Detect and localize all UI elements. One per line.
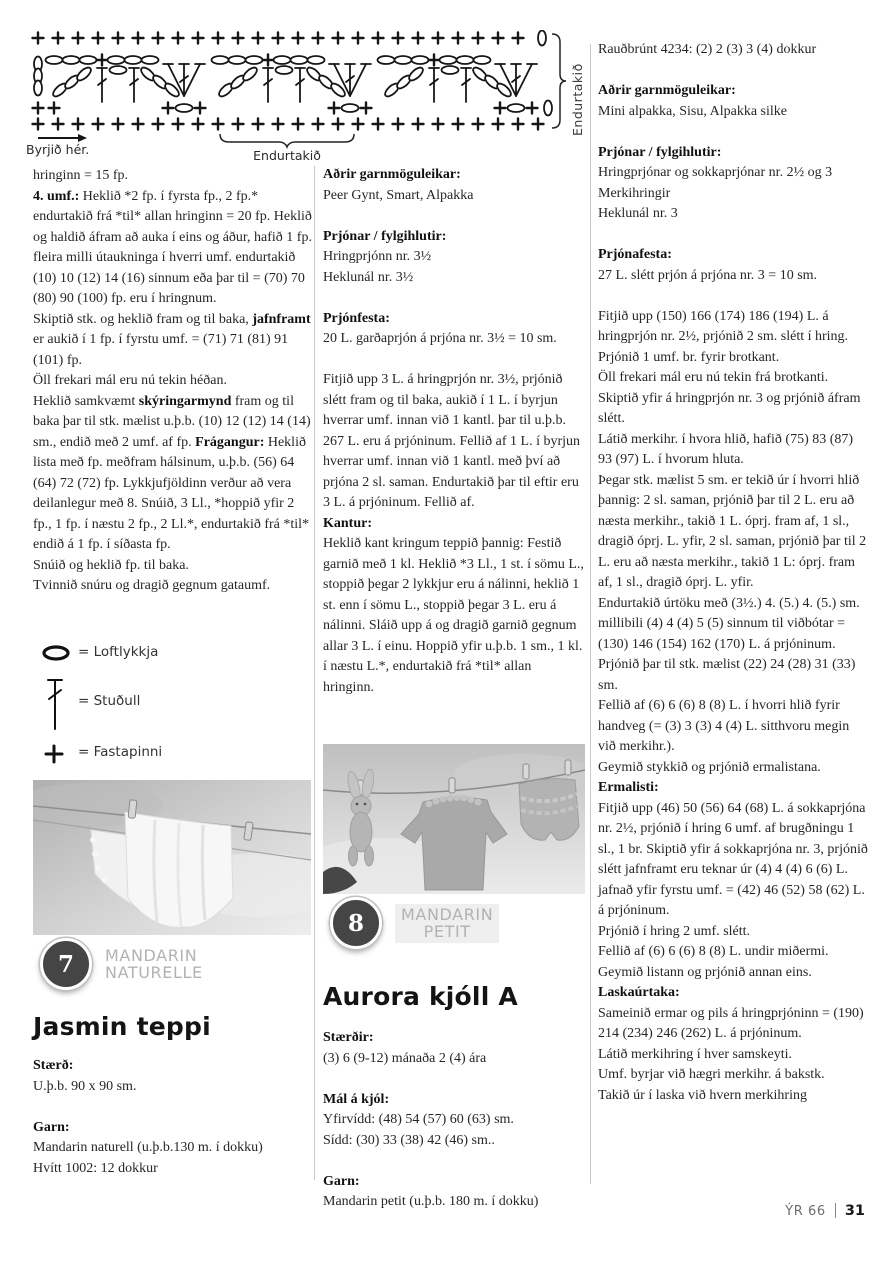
paragraph: Geymið stykkið og prjónið ermalistana. <box>598 759 821 775</box>
paragraph: Heklið kant kringum teppið þannig: Festið garnið með 1 kl. Heklið *3 Ll., 1 st. í sömu L., stoppið þegar 2 lykkjur eru á nálinni, heklið 1 st. enn í sömu L., stoppið þegar 3 L. eru á nálinni. Sláið upp á og dragið garnið gegnum allar 3 L. í einu. Hoppið yfir u.þ.b. 1 sm., 1 kl. í næstu L.*, endurtakið frá *til* allan hringinn. <box>323 536 584 695</box>
paragraph: Fellið af (6) 6 (6) 8 (8) L. undir miðermi. <box>598 944 829 959</box>
paragraph: Aðrir garnmöguleikar: <box>598 83 736 98</box>
chart-repeat-label-right: Endurtakið <box>570 63 585 136</box>
paragraph: 4. umf.: Heklið *2 fp. í fyrsta fp., 2 fp.* endurtakið frá *til* allan hringinn = 20 fp. Heklið og haldið áfram að auka í eins og áður, hafið 1 fp. fleira milli útaukninga í hverri umf. endurtakið (10) 10 (12) 14 (16) sinnum eða þar til = (70) 70 (80) 90 (100) fp. eru í hringnum. <box>33 188 312 306</box>
legend-label-single-crochet: = Fastapinni <box>78 744 163 760</box>
paragraph: 20 L. garðaprjón á prjóna nr. 3½ = 10 sm. <box>323 331 557 346</box>
chart-legend <box>33 640 311 775</box>
paragraph: Mini alpakka, Sisu, Alpakka silke <box>598 103 787 119</box>
magazine-issue-label: ÝR 66 <box>785 1204 826 1219</box>
double-crochet-icon <box>43 676 67 732</box>
paragraph: Rauðbrúnt 4234: (2) 2 (3) 3 (4) dokkur <box>598 42 817 57</box>
page-number: 31 <box>844 1203 865 1219</box>
paragraph: Látið merkihr. í hvora hlið, hafið (75) 83 (87) 93 (97) L. í hvorum hluta. <box>598 431 854 467</box>
photo-aurora-clothesline <box>323 744 585 894</box>
paragraph: hringinn = 15 fp. <box>33 168 128 183</box>
paragraph: Mandarin naturell (u.þ.b.130 m. í dokku) <box>33 1140 263 1155</box>
paragraph: Snúið og heklið fp. til baka. <box>33 557 189 573</box>
paragraph: Prjónar / fylgihlutir: <box>323 228 447 244</box>
page-footer <box>640 1200 865 1219</box>
paragraph: Ermalisti: <box>598 780 659 795</box>
paragraph: Hringprjónar og sokkaprjónar nr. 2½ og 3 <box>598 165 833 180</box>
paragraph: Öll frekari mál eru nú tekin héðan. <box>33 373 227 388</box>
paragraph: Skiptið stk. og heklið fram og til baka, jafnframt er aukið í 1 fp. í fyrstu umf. = (71) 71 (81) 91 (101) fp. <box>33 311 311 368</box>
column-divider-left <box>314 166 315 1180</box>
brand-label: MANDARIN NATURELLE <box>105 945 203 982</box>
middle-column-text <box>323 165 585 698</box>
legend-label-double-crochet: = Stuðull <box>78 693 141 709</box>
paragraph: Geymið listann og prjónið annan eins. <box>598 964 812 980</box>
pattern-title-jasmin: Jasmin teppi <box>33 1012 211 1041</box>
paragraph: Peer Gynt, Smart, Alpakka <box>323 187 474 203</box>
paragraph: Umf. byrjar við hægri merkihr. á bakstk. <box>598 1067 825 1082</box>
repeat-brace-right <box>552 34 566 128</box>
paragraph: Heklunál nr. 3 <box>598 206 678 221</box>
paragraph: Prjónafesta: <box>598 247 672 262</box>
paragraph: Hringprjónn nr. 3½ <box>323 249 432 264</box>
pattern-number-badge: 7 <box>40 938 92 990</box>
paragraph: Stærð: <box>33 1058 74 1073</box>
paragraph: Garn: <box>33 1119 70 1135</box>
aurora-info <box>323 1028 585 1213</box>
paragraph: Fitjið upp 3 L. á hringprjón nr. 3½, prjónið slétt fram og til baka, aukið í 1 L. í byrjun hverrar umf. innan við 1 kantl. þar til u.þ.b. 267 L. eru á prjóninum. Fellið af 1 L. í byrjun hverrar umf. innan við 1 kantl. með því að prjóna 2 sl. saman. Endurtakið þar til eftir eru 3 L. á prjóninum. Fellið af. <box>323 372 581 510</box>
paragraph: Heklunál nr. 3½ <box>323 269 414 285</box>
paragraph: U.þ.b. 90 x 90 sm. <box>33 1078 137 1094</box>
brand-label: MANDARIN PETIT <box>395 904 499 943</box>
legend-label-chain: = Loftlykkja <box>78 644 159 660</box>
single-crochet-icon <box>44 744 64 764</box>
paragraph: Fitjið upp (150) 166 (174) 186 (194) L. á hringprjón nr. 2½, prjónið 2 sm. slétt í hring. Prjónið 1 umf. br. fyrir brotkant. <box>598 308 849 365</box>
paragraph: Stærðir: <box>323 1030 374 1045</box>
chart-motif-row <box>51 65 513 102</box>
paragraph: Mandarin petit (u.þ.b. 180 m. í dokku) <box>323 1194 539 1209</box>
paragraph: Sídd: (30) 33 (38) 42 (46) sm.. <box>323 1132 495 1148</box>
paragraph: Aðrir garnmöguleikar: <box>323 167 461 182</box>
pattern-title-aurora: Aurora kjóll A <box>323 982 518 1011</box>
paragraph: Tvinnið snúru og dragið gegnum gataumf. <box>33 578 271 593</box>
paragraph: Fitjið upp (46) 50 (56) 64 (68) L. á sokkaprjóna nr. 2½, prjónið í hring 6 umf. af brugðningu 1 sl., 1 br. Skiptið yfir á sokkaprjóna nr. 3, prjónið slétt jafnframt eru teknar úr (4) 4 (4) 6 (6) L. jafnað yfir fyrstu umf. = (42) 46 (52) 58 (62) L. á prjóninum. <box>598 800 868 918</box>
paragraph: Prjónið í hring 2 umf. slétt. <box>598 923 751 939</box>
chart-chain-row <box>34 55 537 97</box>
pattern-badge-7 <box>40 938 203 990</box>
start-arrow-icon <box>38 134 87 142</box>
crochet-chart-diagram <box>24 30 576 154</box>
chart-start-label: Byrjið hér. <box>26 142 90 157</box>
left-column-text <box>33 166 313 597</box>
paragraph: Laskaúrtaka: <box>598 985 680 1000</box>
jasmin-info <box>33 1056 313 1179</box>
paragraph: Prjónfesta: <box>323 310 390 326</box>
paragraph: Garn: <box>323 1173 360 1189</box>
paragraph: Skiptið yfir á hringprjón nr. 3 og prjónið áfram slétt. <box>598 390 861 426</box>
crochet-chart <box>24 30 599 165</box>
repeat-brace-bottom <box>220 134 354 147</box>
paragraph: Prjónar / fylgihlutir: <box>598 144 722 160</box>
paragraph: Öll frekari mál eru nú tekin frá brotkanti. <box>598 370 829 385</box>
chain-stitch-icon <box>39 644 73 662</box>
paragraph: Látið merkihring í hver samskeyti. <box>598 1046 793 1062</box>
paragraph: Heklið samkvæmt skýringarmynd fram og til baka þar til stk. mælist u.þ.b. (10) 12 (12) 14 (14) sm., endið með 2 umf. af fp. Frágangur: Heklið lista með fp. meðfram hálsinum, u.þ.b. (56) 64 (64) 72 (72) fp. Lykkjufjöldinn verður að vera deilanlegur með 8. Snúið, 3 Ll., *hoppið yfir 2 fp., 1 fp. í næstu 2 fp., 2 Ll.*, endurtakið frá *til* endið á 1 fp. í síðasta fp. <box>33 393 311 552</box>
footer-divider <box>835 1203 836 1218</box>
paragraph: Hvítt 1002: 12 dokkur <box>33 1160 158 1176</box>
paragraph: 27 L. slétt prjón á prjóna nr. 3 = 10 sm. <box>598 267 818 283</box>
right-column-text <box>598 40 868 1106</box>
paragraph: Takið úr í laska við hvern merkihring <box>598 1087 807 1103</box>
paragraph: Fellið af (6) 6 (6) 8 (8) L. í hvorri hlið fyrir handveg (= (3) 3 (3) 4 (4) L. sitthvoru megin við merkihr.). <box>598 698 850 754</box>
paragraph: Mál á kjól: <box>323 1091 390 1107</box>
chart-repeat-label-bottom: Endurtakið <box>253 148 321 163</box>
chart-base-row <box>33 119 544 130</box>
pattern-badge-8 <box>330 897 499 949</box>
paragraph: Sameinið ermar og pils á hringprjóninn = (190) 214 (234) 246 (262) L. á prjóninum. <box>598 1005 864 1041</box>
photo-jasmin-blanket <box>33 780 311 935</box>
paragraph: Kantur: <box>323 515 372 531</box>
paragraph: (3) 6 (9-12) mánaða 2 (4) ára <box>323 1050 487 1066</box>
pattern-number-badge: 8 <box>330 897 382 949</box>
column-divider-right <box>590 44 591 1184</box>
paragraph: Endurtakið úrtöku með (3½.) 4. (5.) 4. (5.) sm. millibili (4) 4 (4) 5 (5) sinnum til viðbótar = (130) 146 (154) 162 (170) L. á prjóninum. <box>598 595 860 652</box>
paragraph: Þegar stk. mælist 5 sm. er tekið úr í hvorri hlið þannig: 2 sl. saman, prjónið þar til 2 L. eru að næsta merkihr., takið 1 L. óprj. fram af, 1 sl., dragið óprj. L. yfir, 2 sl. saman, prjónið þar til 2 L. eru að næsta merkihr., takið 1 L: óprj. fram af, 1 sl., dragið óprj. L. yfir. <box>598 472 867 590</box>
paragraph: Merkihringir <box>598 185 671 201</box>
chart-lower-row <box>33 101 553 116</box>
paragraph: Prjónið þar til stk. mælist (22) 24 (28) 31 (33) sm. <box>598 657 856 693</box>
paragraph: Yfirvídd: (48) 54 (57) 60 (63) sm. <box>323 1112 514 1127</box>
chart-top-row <box>33 31 547 46</box>
